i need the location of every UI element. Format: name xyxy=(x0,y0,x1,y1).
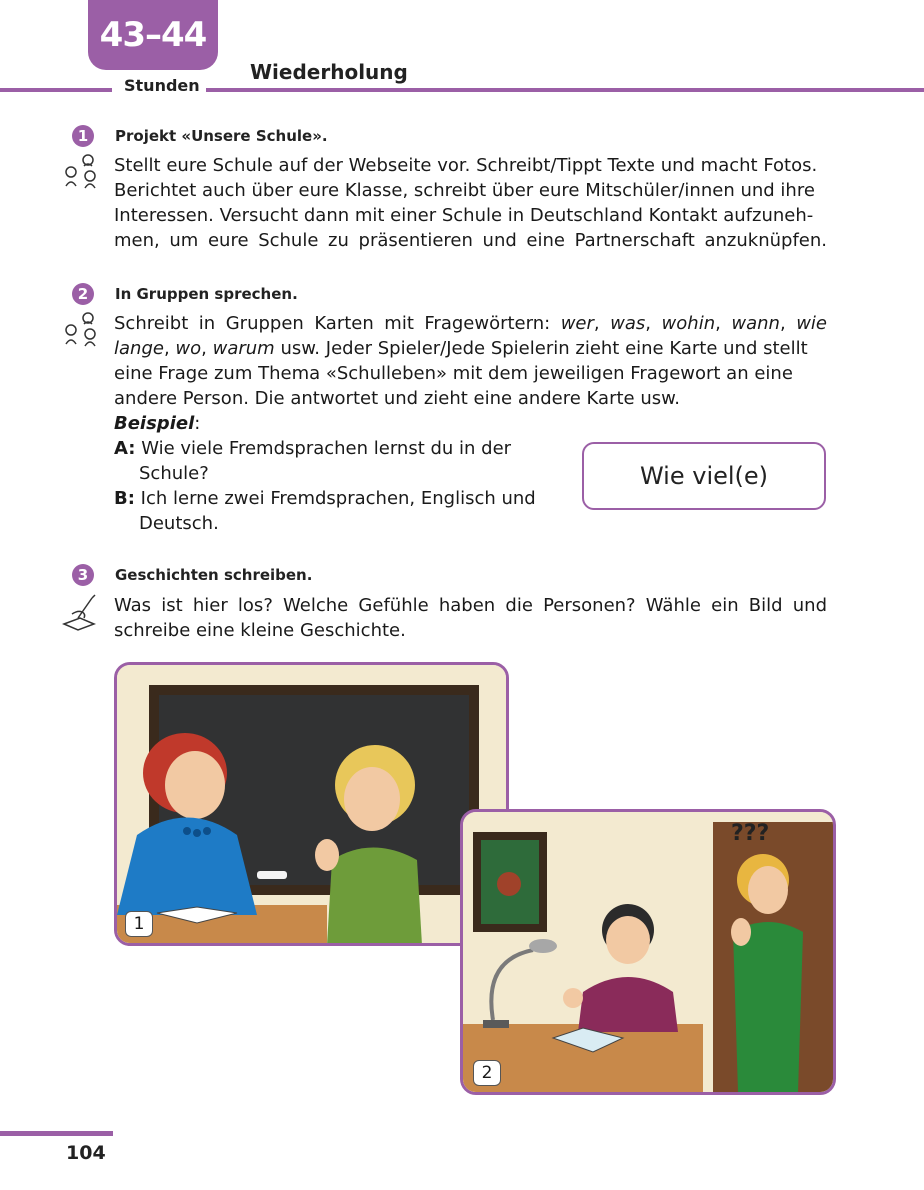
text-line: Berichtet auch über eure Klasse, schreibt über eure Mitschüler/innen und ihre xyxy=(114,180,815,201)
question-word: wer xyxy=(560,313,594,334)
question-word: lange xyxy=(114,338,164,359)
answer-b-label: B: xyxy=(114,488,135,509)
footer-rule xyxy=(0,1131,113,1136)
group-work-icon xyxy=(60,310,102,348)
example-label xyxy=(114,411,200,436)
exercise-title-2: In Gruppen sprechen. xyxy=(115,285,298,303)
question-word: wohin xyxy=(661,313,716,334)
exercise-number-1: 1 xyxy=(72,125,94,147)
text-line: men, um eure Schule zu präsentieren und eine Partnerschaft anzuknüpfen. xyxy=(114,230,827,251)
answer-a-line2: Schule? xyxy=(139,463,209,484)
page-number: 104 xyxy=(66,1142,106,1164)
answer-b-line1: Ich lerne zwei Fremdsprachen, Englisch und xyxy=(140,488,536,509)
exercise-text-1 xyxy=(114,153,827,253)
exercise-title-1: Projekt «Unsere Schule». xyxy=(115,127,328,145)
question-word: wann xyxy=(731,313,780,334)
question-word-card xyxy=(582,442,826,510)
comma: , xyxy=(779,313,786,334)
header-rule-left xyxy=(0,88,112,92)
header-rule-right xyxy=(204,88,924,92)
exercise-title-3: Geschichten schreiben. xyxy=(115,566,313,584)
colon: : xyxy=(194,413,201,434)
example-label-text: Beispiel xyxy=(114,413,195,434)
text-line: Stellt eure Schule auf der Webseite vor. Schreibt/Tippt Texte und macht Fotos. xyxy=(114,155,818,176)
lesson-numbers: 43–44 xyxy=(99,15,207,55)
group-work-icon xyxy=(60,152,102,190)
illustration-student-desk xyxy=(460,809,836,1095)
comma: , xyxy=(645,313,652,334)
answer-b-line2: Deutsch. xyxy=(139,513,219,534)
comma: , xyxy=(593,313,600,334)
answer-a xyxy=(114,436,564,461)
writing-hand-icon xyxy=(58,592,102,632)
text-line: Was ist hier los? Welche Gefühle haben die Personen? Wähle ein Bild und xyxy=(114,595,827,616)
illustration-classroom-teachers xyxy=(114,662,509,946)
student-scene xyxy=(463,812,833,1092)
lesson-label: Stunden xyxy=(118,76,206,95)
answer-b xyxy=(114,486,564,511)
text-line: eine Frage zum Thema «Schulleben» mit dem jeweiligen Fragewort an eine xyxy=(114,363,793,384)
text-line: andere Person. Die antwortet und zieht eine andere Karte usw. xyxy=(114,388,680,409)
question-word: was xyxy=(610,313,646,334)
svg-text:???: ??? xyxy=(731,821,770,846)
exercise-text-3 xyxy=(114,593,827,643)
answer-a-line1: Wie viele Fremdsprachen lernst du in der xyxy=(141,438,512,459)
question-word: warum xyxy=(212,338,275,359)
exercise-text-2 xyxy=(114,311,827,411)
picture-number-2: 2 xyxy=(473,1060,501,1086)
exercise-number-3: 3 xyxy=(72,564,94,586)
page-title: Wiederholung xyxy=(250,60,408,84)
text-span: usw. Jeder Spieler/Jede Spielerin zieht eine Karte und stellt xyxy=(274,338,808,359)
teachers-scene xyxy=(117,665,506,943)
question-word: wo xyxy=(175,338,202,359)
picture-number-1: 1 xyxy=(125,911,153,937)
exercise-number-2: 2 xyxy=(72,283,94,305)
lesson-number-tab xyxy=(88,0,218,70)
text-line: Interessen. Versucht dann mit einer Schule in Deutschland Kontakt aufzuneh- xyxy=(114,205,814,226)
text-line: schreibe eine kleine Geschichte. xyxy=(114,620,406,641)
comma: , xyxy=(163,338,170,359)
text-line xyxy=(114,311,827,336)
question-word: wie xyxy=(796,313,827,334)
comma: , xyxy=(715,313,721,334)
card-text: Wie viel(e) xyxy=(639,462,769,490)
comma: , xyxy=(201,338,207,359)
text-line xyxy=(114,336,827,361)
answer-a-label: A: xyxy=(114,438,136,459)
text-span: Schreibt in Gruppen Karten mit Fragewörtern: xyxy=(114,313,561,334)
